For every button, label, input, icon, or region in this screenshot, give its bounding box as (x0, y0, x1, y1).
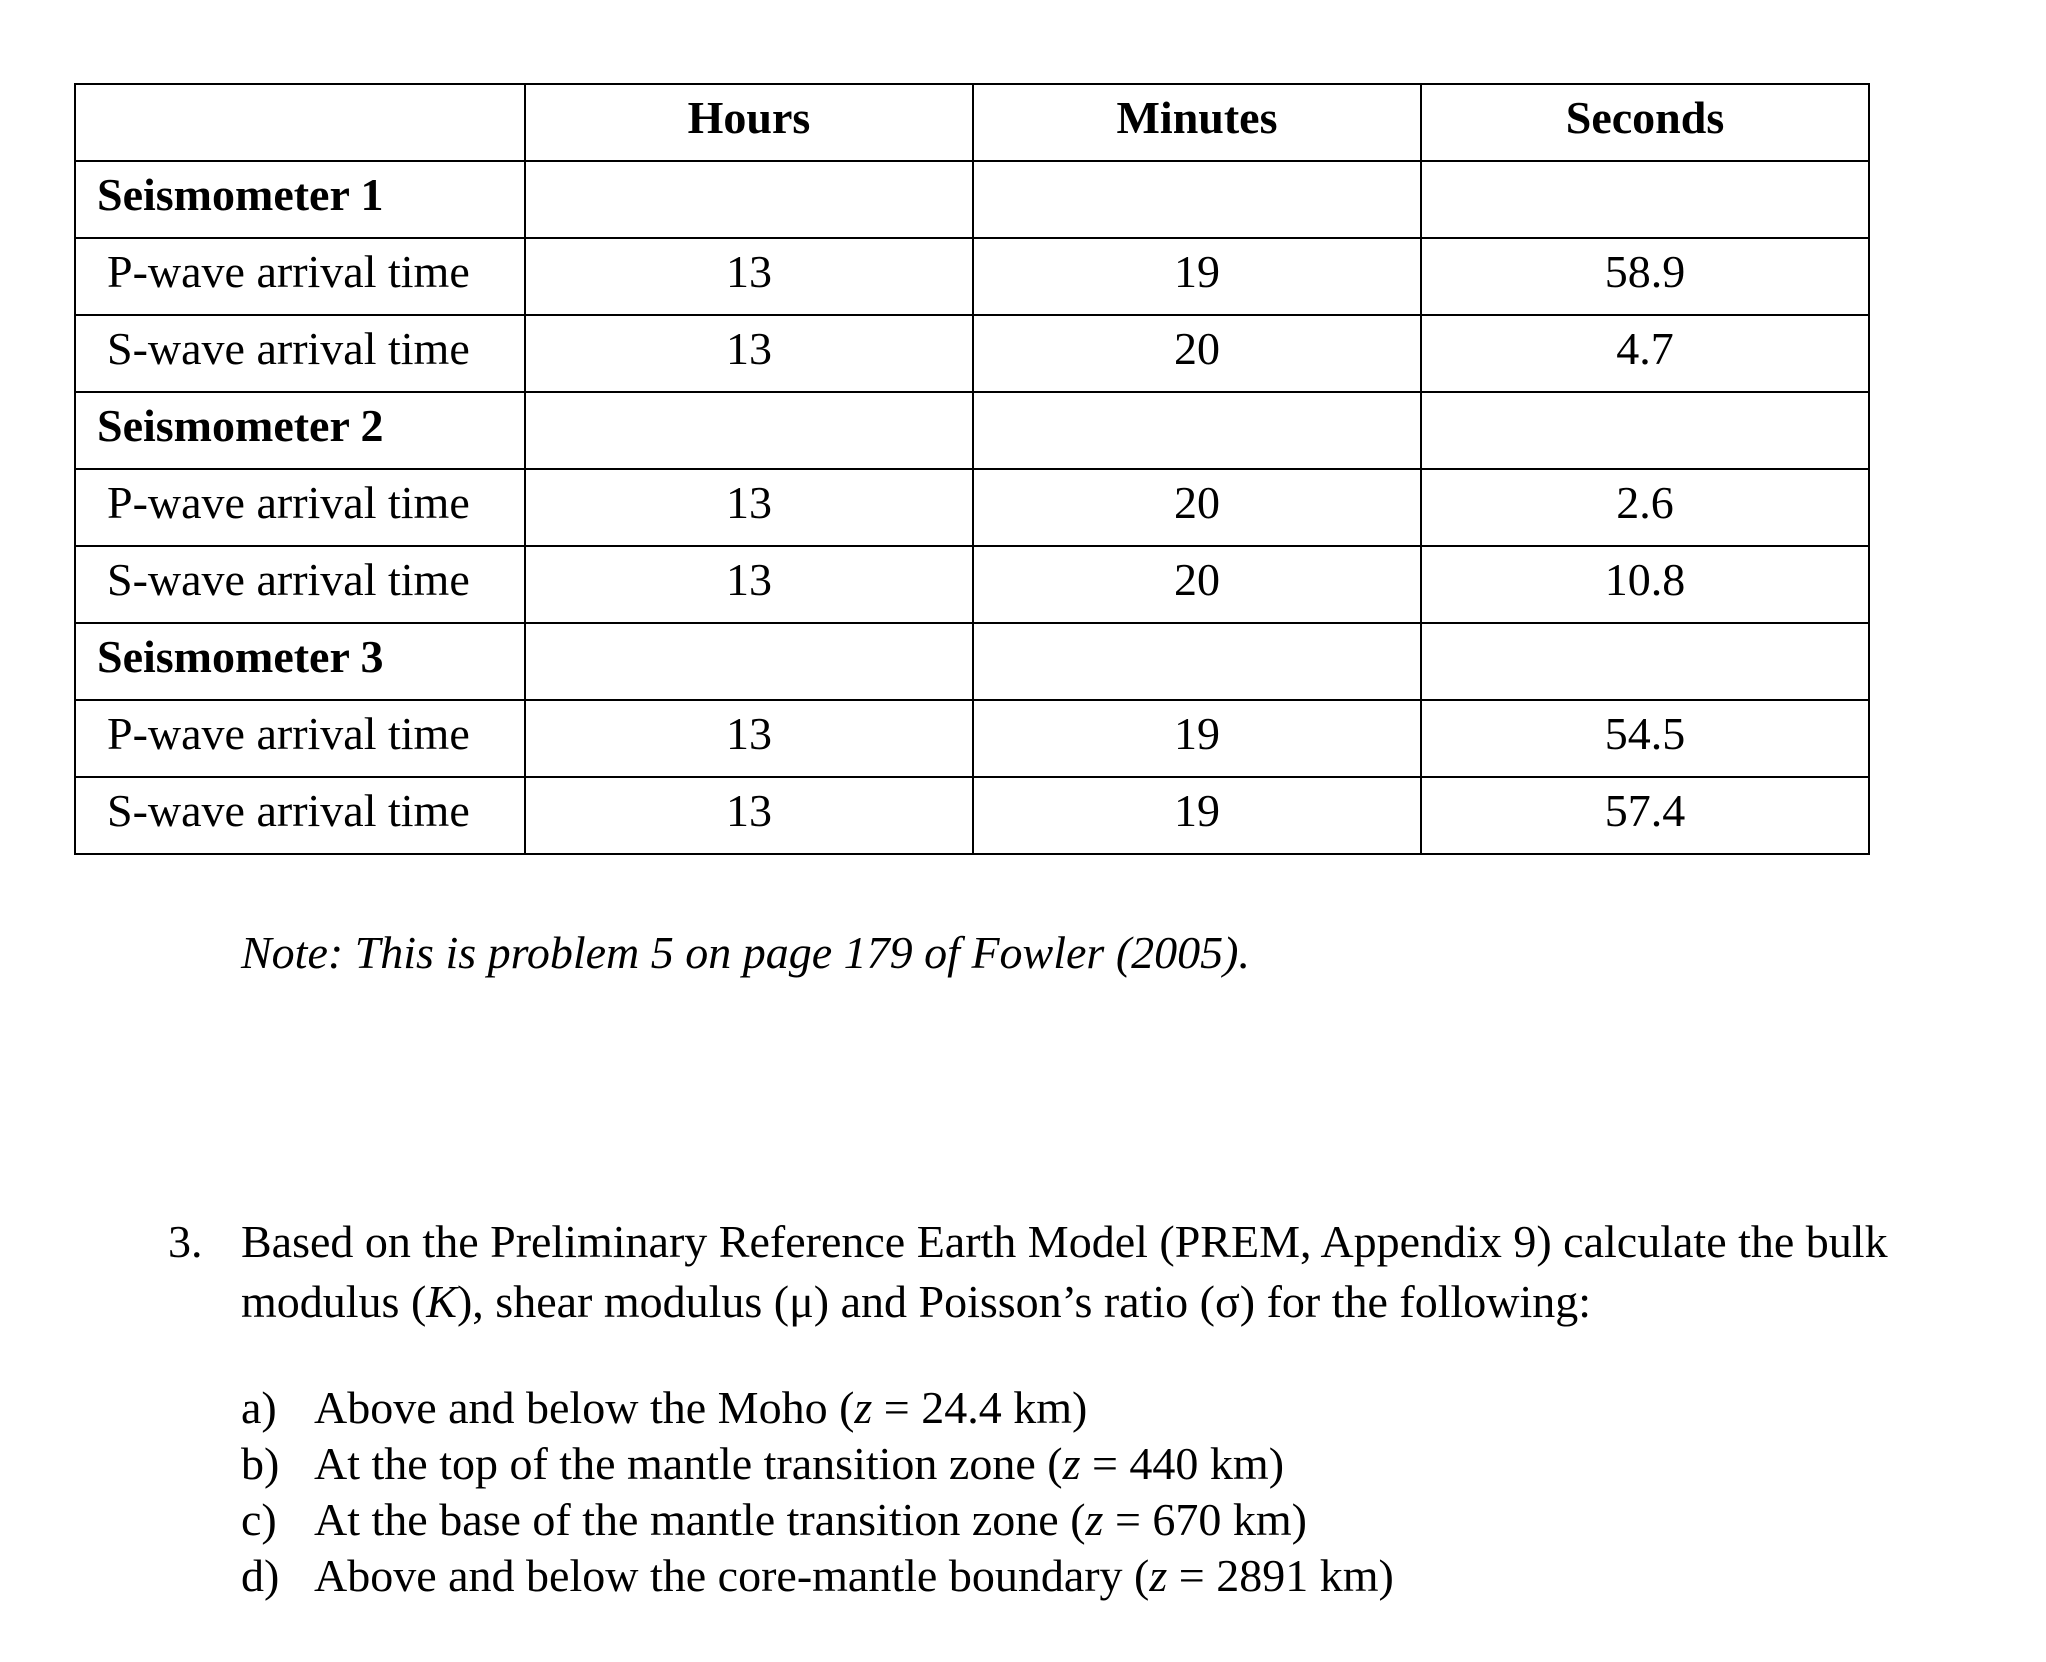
empty-cell (525, 623, 973, 700)
hours-cell: 13 (525, 777, 973, 854)
empty-cell (1421, 623, 1869, 700)
hours-cell: 13 (525, 315, 973, 392)
header-hours: Hours (525, 84, 973, 161)
question-text-part: ), shear modulus (μ) and Poisson’s ratio (σ) for the following: (456, 1276, 1592, 1327)
bulk-modulus-symbol: K (426, 1276, 457, 1327)
arrival-times-table (74, 83, 1870, 855)
subpart-value: = 670 km) (1103, 1494, 1307, 1545)
question-number: 3. (168, 1216, 203, 1267)
table-row (75, 546, 1869, 623)
header-blank (75, 84, 525, 161)
seconds-cell: 58.9 (1421, 238, 1869, 315)
hours-cell: 13 (525, 700, 973, 777)
subpart-letter: c) (241, 1494, 277, 1545)
depth-symbol: z (854, 1382, 873, 1433)
row-label: P-wave arrival time (75, 700, 525, 777)
subpart-letter: d) (241, 1550, 280, 1601)
subpart-text: Above and below the Moho ( (314, 1382, 855, 1433)
minutes-cell: 20 (973, 546, 1421, 623)
table-header-row (75, 84, 1869, 161)
group-label: Seismometer 1 (75, 161, 525, 238)
group-row-seismometer-2 (75, 392, 1869, 469)
subpart-text: At the top of the mantle transition zone ( (314, 1438, 1063, 1489)
row-label: S-wave arrival time (75, 777, 525, 854)
depth-symbol: z (1149, 1550, 1168, 1601)
question-text-part: Based on the Preliminary Reference Earth Model (PREM, Appendix 9) calculate the bulk modulus ( (241, 1216, 1888, 1327)
table-row (75, 238, 1869, 315)
seconds-cell: 4.7 (1421, 315, 1869, 392)
hours-cell: 13 (525, 546, 973, 623)
subpart-value: = 2891 km) (1167, 1550, 1394, 1601)
empty-cell (973, 392, 1421, 469)
seconds-cell: 10.8 (1421, 546, 1869, 623)
minutes-cell: 20 (973, 315, 1421, 392)
empty-cell (525, 392, 973, 469)
depth-symbol: z (1085, 1494, 1104, 1545)
minutes-cell: 19 (973, 777, 1421, 854)
minutes-cell: 19 (973, 700, 1421, 777)
hours-cell: 13 (525, 238, 973, 315)
question-subparts (241, 1380, 1394, 1604)
table-row (75, 777, 1869, 854)
seconds-cell: 57.4 (1421, 777, 1869, 854)
row-label: P-wave arrival time (75, 238, 525, 315)
group-label: Seismometer 3 (75, 623, 525, 700)
table-row (75, 700, 1869, 777)
subpart-text: At the base of the mantle transition zone ( (314, 1494, 1086, 1545)
question-text (241, 1212, 1988, 1332)
empty-cell (973, 161, 1421, 238)
header-seconds: Seconds (1421, 84, 1869, 161)
minutes-cell: 19 (973, 238, 1421, 315)
hours-cell: 13 (525, 469, 973, 546)
subpart-value: = 24.4 km) (872, 1382, 1088, 1433)
subpart-text: Above and below the core-mantle boundary ( (314, 1550, 1150, 1601)
list-item (241, 1492, 1394, 1548)
seconds-cell: 2.6 (1421, 469, 1869, 546)
row-label: P-wave arrival time (75, 469, 525, 546)
table-row (75, 315, 1869, 392)
seconds-cell: 54.5 (1421, 700, 1869, 777)
minutes-cell: 20 (973, 469, 1421, 546)
subpart-value: = 440 km) (1080, 1438, 1285, 1489)
table-note: Note: This is problem 5 on page 179 of Fowler (2005). (241, 927, 1250, 978)
empty-cell (973, 623, 1421, 700)
empty-cell (1421, 161, 1869, 238)
group-row-seismometer-1 (75, 161, 1869, 238)
subpart-letter: b) (241, 1438, 280, 1489)
empty-cell (1421, 392, 1869, 469)
depth-symbol: z (1062, 1438, 1081, 1489)
group-row-seismometer-3 (75, 623, 1869, 700)
row-label: S-wave arrival time (75, 546, 525, 623)
list-item (241, 1436, 1394, 1492)
empty-cell (525, 161, 973, 238)
table-row (75, 469, 1869, 546)
group-label: Seismometer 2 (75, 392, 525, 469)
row-label: S-wave arrival time (75, 315, 525, 392)
question-3 (168, 1212, 1988, 1332)
list-item (241, 1380, 1394, 1436)
header-minutes: Minutes (973, 84, 1421, 161)
subpart-letter: a) (241, 1382, 277, 1433)
list-item (241, 1548, 1394, 1604)
